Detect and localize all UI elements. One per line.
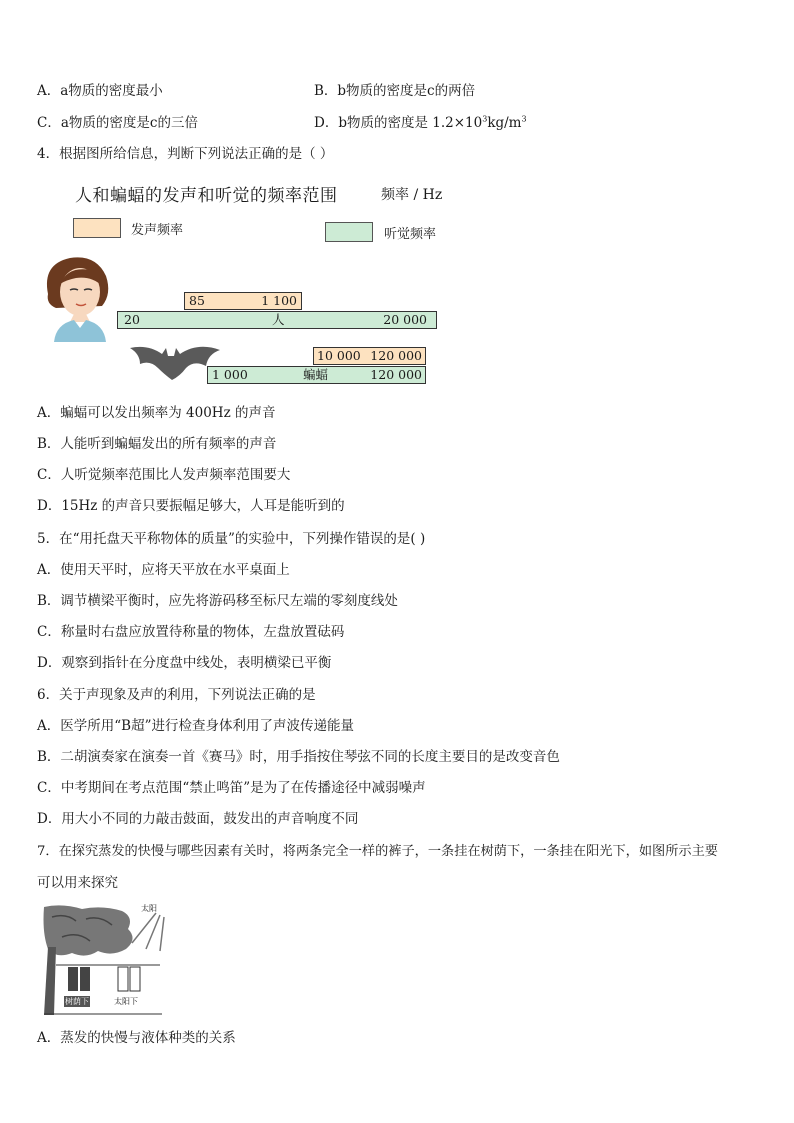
shade-label: 树荫下 [65,997,89,1006]
human-emit-high: 1 100 [261,293,297,308]
woman-icon [40,254,116,342]
q3-option-a: A．a物质的密度最小 [37,83,163,99]
bat-emit-low: 10 000 [317,348,361,363]
sun-label: 太阳 [141,904,157,913]
q3-option-d: D．b物质的密度是 $1.2\times 10^3kg/m^3$ [314,114,527,131]
legend-hear-swatch [325,222,373,242]
q4-stem: 4．根据图所给信息，判断下列说法正确的是（ ） [37,146,334,162]
q4-option-b: B．人能听到蝙蝠发出的所有频率的声音 [37,436,277,452]
q3-option-b: B．b物质的密度是c的两倍 [314,83,476,99]
human-hear-bar [117,311,437,329]
q6-option-b: B．二胡演奏家在演奏一首《赛马》时，用手指按住琴弦不同的长度主要目的是改变音色 [37,749,560,765]
bat-hear-bar [207,366,426,384]
q6-stem: 6．关于声现象及声的利用，下列说法正确的是 [37,687,316,703]
q7-stem-line1: 7．在探究蒸发的快慢与哪些因素有关时，将两条完全一样的裤子，一条挂在树荫下，一条挂在阳光下，如图所示主要 [37,844,718,859]
figure-title: 人和蝙蝠的发声和听觉的频率范围 [75,186,338,206]
human-emit-low: 85 [189,293,205,308]
q5-option-a: A．使用天平时，应将天平放在水平桌面上 [37,562,290,578]
bat-emit-bar [313,347,426,365]
q6-option-d: D．用大小不同的力敲击鼓面，鼓发出的声音响度不同 [37,811,359,827]
bat-emit-high: 120 000 [370,348,422,363]
q3-option-c: C．a物质的密度是c的三倍 [37,115,198,131]
q6-option-c: C．中考期间在考点范围“禁止鸣笛”是为了在传播途径中减弱噪声 [37,780,426,796]
laundry-figure [42,903,178,1015]
human-hear-high: 20 000 [383,312,427,327]
q4-option-a: A．蝙蝠可以发出频率为 400Hz 的声音 [37,405,276,421]
q6-option-a: A．医学所用“B超”进行检查身体利用了声波传递能量 [37,718,354,734]
human-hear-label: 人 [272,312,285,327]
human-emit-bar [184,292,302,310]
q7-stem-line2: 可以用来探究 [37,875,118,891]
q5-option-c: C．称量时右盘应放置待称量的物体，左盘放置砝码 [37,624,345,640]
human-hear-low: 20 [124,312,140,327]
q5-option-d: D．观察到指针在分度盘中线处，表明横梁已平衡 [37,655,332,671]
bat-hear-low: 1 000 [212,367,248,382]
q4-option-c: C．人听觉频率范围比人发声频率范围要大 [37,467,291,483]
legend-emit-label: 发声频率 [131,223,184,238]
legend-emit-swatch [73,218,121,238]
q4-option-d: D．15Hz 的声音只要振幅足够大，人耳是能听到的 [37,498,345,514]
q5-option-b: B．调节横梁平衡时，应先将游码移至标尺左端的零刻度线处 [37,593,398,609]
q7-option-a: A．蒸发的快慢与液体种类的关系 [37,1030,236,1046]
bat-hear-label: 蝙蝠 [303,367,329,382]
legend-hear-label: 听觉频率 [384,227,437,242]
sunlight-label: 太阳下 [114,997,138,1006]
figure-unit: 频率 / Hz [381,187,443,203]
bat-hear-high: 120 000 [370,367,422,382]
q5-stem: 5．在“用托盘天平称物体的质量”的实验中，下列操作错误的是( ) [37,531,426,547]
tree-and-sun-illustration [42,903,178,1015]
